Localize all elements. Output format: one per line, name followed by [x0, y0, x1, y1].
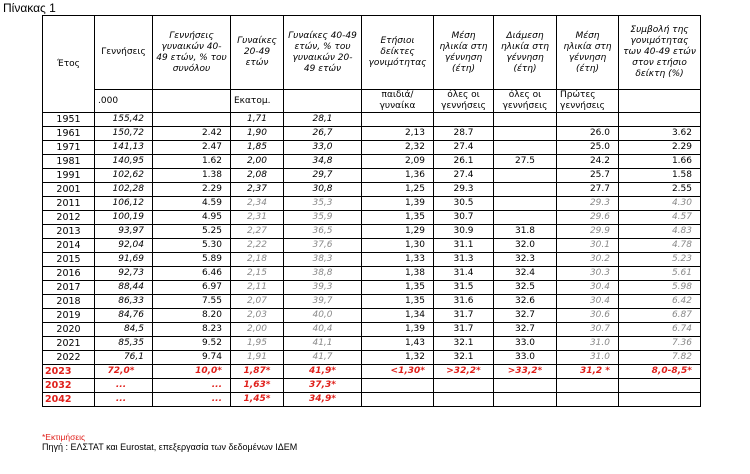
header-cell: Συμβολή της γονιμότητας των 40-49 ετών στον ετήσιο δείκτη (%) — [619, 16, 701, 90]
table-cell: 2,00 — [231, 323, 284, 337]
table-row — [43, 169, 701, 183]
table-row — [43, 253, 701, 267]
table-cell: 1,71 — [231, 113, 284, 127]
table-cell: 35,3 — [284, 197, 362, 211]
table-row — [43, 211, 701, 225]
table-cell — [494, 197, 557, 211]
table-cell — [434, 379, 494, 393]
table-cell: 2,37 — [231, 183, 284, 197]
units-row — [43, 90, 701, 113]
table-cell: 33,0 — [284, 141, 362, 155]
year-cell: 2011 — [43, 197, 95, 211]
unit-cell: Πρώτες γεννήσεις — [557, 90, 619, 113]
table-cell: >32,2* — [434, 365, 494, 379]
table-row — [43, 141, 701, 155]
table-cell: 2,15 — [231, 267, 284, 281]
table-cell: 6.74 — [619, 323, 701, 337]
table-row — [43, 239, 701, 253]
header-cell: Ετήσιοι δείκτες γονιμότητας — [362, 16, 434, 90]
year-cell: 1961 — [43, 127, 95, 141]
table-cell: 5.30 — [153, 239, 231, 253]
unit-cell: όλες οι γεννήσεις — [434, 90, 494, 113]
table-cell: <1,30* — [362, 365, 434, 379]
header-cell: Έτος — [43, 16, 95, 113]
table-cell: 7.36 — [619, 337, 701, 351]
table-cell: 33.0 — [494, 337, 557, 351]
table-cell: 6.42 — [619, 295, 701, 309]
year-cell: 2012 — [43, 211, 95, 225]
table-cell: 2,03 — [231, 309, 284, 323]
table-cell: 29.3 — [434, 183, 494, 197]
table-cell: 36,5 — [284, 225, 362, 239]
table-cell: 31,2 * — [557, 365, 619, 379]
table-row — [43, 323, 701, 337]
year-cell: 2016 — [43, 267, 95, 281]
table-cell: 6.87 — [619, 309, 701, 323]
table-cell: 2.47 — [153, 141, 231, 155]
table-cell: 84,76 — [95, 309, 153, 323]
table-cell: ... — [95, 379, 153, 393]
table-cell — [494, 393, 557, 407]
table-cell: 10,0* — [153, 365, 231, 379]
table-cell: 29,7 — [284, 169, 362, 183]
year-cell: 2022 — [43, 351, 95, 365]
table-cell: 37,6 — [284, 239, 362, 253]
table-cell: 32.0 — [494, 239, 557, 253]
table-cell: 4.95 — [153, 211, 231, 225]
unit-cell: Εκατομ. — [231, 90, 284, 113]
table-cell: 7.82 — [619, 351, 701, 365]
table-cell: 2,27 — [231, 225, 284, 239]
table-cell: 28.7 — [434, 127, 494, 141]
header-cell: Γεννήσεις — [95, 16, 153, 90]
table-cell: 30.7 — [434, 211, 494, 225]
table-cell: 31.7 — [434, 309, 494, 323]
table-cell: 33.0 — [494, 351, 557, 365]
year-cell: 2015 — [43, 253, 95, 267]
table-cell: 1,87* — [231, 365, 284, 379]
table-cell: 2,34 — [231, 197, 284, 211]
table-cell: 88,44 — [95, 281, 153, 295]
table-cell: 1,30 — [362, 239, 434, 253]
table-cell — [494, 211, 557, 225]
table-cell: 30.3 — [557, 267, 619, 281]
table-cell: 102,62 — [95, 169, 153, 183]
table-cell: 5.89 — [153, 253, 231, 267]
table-cell — [619, 379, 701, 393]
table-cell: 37,3* — [284, 379, 362, 393]
table-cell: ... — [153, 379, 231, 393]
year-cell: 1981 — [43, 155, 95, 169]
table-cell: 26.0 — [557, 127, 619, 141]
table-cell: 27.7 — [557, 183, 619, 197]
table-cell: 39,7 — [284, 295, 362, 309]
table-cell: 1,39 — [362, 197, 434, 211]
table-title: Πίνακας 1 — [3, 1, 56, 15]
table-cell: 2.55 — [619, 183, 701, 197]
table-cell: 28,1 — [284, 113, 362, 127]
table-cell: 106,12 — [95, 197, 153, 211]
table-cell: 31.1 — [434, 239, 494, 253]
year-cell: 2017 — [43, 281, 95, 295]
table-cell: 1.66 — [619, 155, 701, 169]
table-cell — [494, 379, 557, 393]
source-note: Πηγή : ΕΛΣΤΑΤ και Eurostat, επεξεργασία των δεδομένων ΙΔΕΜ — [42, 442, 298, 452]
table-cell: 1,29 — [362, 225, 434, 239]
table-cell: 31.3 — [434, 253, 494, 267]
table-cell: 29.6 — [557, 211, 619, 225]
table-cell — [494, 141, 557, 155]
year-cell: 2001 — [43, 183, 95, 197]
header-cell: Γεννήσεις γυναικών 40-49 ετών, % του συνόλου — [153, 16, 231, 90]
table-cell: 32.7 — [494, 309, 557, 323]
table-cell: 91,69 — [95, 253, 153, 267]
table-cell: 155,42 — [95, 113, 153, 127]
table-cell: 40,4 — [284, 323, 362, 337]
year-cell: 2014 — [43, 239, 95, 253]
table-cell: 25.0 — [557, 141, 619, 155]
header-cell: Γυναίκες 20-49 ετών — [231, 16, 284, 90]
year-cell: 2013 — [43, 225, 95, 239]
table-cell: 6.97 — [153, 281, 231, 295]
year-cell: 2032 — [43, 379, 95, 393]
table-cell: 41,7 — [284, 351, 362, 365]
header-cell: Γυναίκες 40-49 ετών, % του γυναικών 20-49 ετών — [284, 16, 362, 90]
year-cell: 2018 — [43, 295, 95, 309]
table-row — [43, 337, 701, 351]
table-cell: 85,35 — [95, 337, 153, 351]
table-cell: 9.52 — [153, 337, 231, 351]
estimates-note: *Εκτιμήσεις — [42, 432, 86, 442]
table-cell: 2,32 — [362, 141, 434, 155]
table-cell: ... — [95, 393, 153, 407]
header-cell: Μέση ηλικία στη γέννηση (έτη) — [557, 16, 619, 90]
table-cell: 30.9 — [434, 225, 494, 239]
table-cell: 1,35 — [362, 211, 434, 225]
table-cell: 150,72 — [95, 127, 153, 141]
table-cell: 30,8 — [284, 183, 362, 197]
table-cell: 24.2 — [557, 155, 619, 169]
table-cell: 34,9* — [284, 393, 362, 407]
unit-cell — [619, 90, 701, 113]
table-cell: 32.6 — [494, 295, 557, 309]
table-cell: 2.29 — [153, 183, 231, 197]
table-cell — [494, 183, 557, 197]
table-cell: 30.1 — [557, 239, 619, 253]
table-cell: 8.20 — [153, 309, 231, 323]
table-cell: 31.5 — [434, 281, 494, 295]
year-cell: 2042 — [43, 393, 95, 407]
table-cell: 2.29 — [619, 141, 701, 155]
table-cell: 2,13 — [362, 127, 434, 141]
table-cell: 1,33 — [362, 253, 434, 267]
table-cell: 1.62 — [153, 155, 231, 169]
table-cell: 5.98 — [619, 281, 701, 295]
table-cell: 32.7 — [494, 323, 557, 337]
table-cell: 92,73 — [95, 267, 153, 281]
table-cell: 31.7 — [434, 323, 494, 337]
table-cell: 31.0 — [557, 351, 619, 365]
table-cell: 1,43 — [362, 337, 434, 351]
header-row — [43, 16, 701, 90]
table-cell — [494, 169, 557, 183]
header-cell: Διάμεση ηλικία στη γέννηση (έτη) — [494, 16, 557, 90]
table-cell — [557, 393, 619, 407]
table-cell: 1,91 — [231, 351, 284, 365]
table-cell: 1,45* — [231, 393, 284, 407]
table-cell: 2,00 — [231, 155, 284, 169]
table-cell — [362, 393, 434, 407]
unit-cell — [284, 90, 362, 113]
table-cell: 35,9 — [284, 211, 362, 225]
table-cell: 93,97 — [95, 225, 153, 239]
table-cell: 2,08 — [231, 169, 284, 183]
table-cell: 2,22 — [231, 239, 284, 253]
table-row — [43, 225, 701, 239]
table-cell — [557, 113, 619, 127]
table-row — [43, 351, 701, 365]
table-cell: 31.4 — [434, 267, 494, 281]
table-cell: 140,95 — [95, 155, 153, 169]
table-cell: 7.55 — [153, 295, 231, 309]
table-cell: 32.3 — [494, 253, 557, 267]
unit-cell: .000 — [95, 90, 153, 113]
table-cell: 27.5 — [494, 155, 557, 169]
table-cell: 1,38 — [362, 267, 434, 281]
table-cell: 3.62 — [619, 127, 701, 141]
table-cell: 1,32 — [362, 351, 434, 365]
estimate-row — [43, 393, 701, 407]
table-cell: 4.30 — [619, 197, 701, 211]
table-cell: 26,7 — [284, 127, 362, 141]
table-cell: 1.58 — [619, 169, 701, 183]
table-cell: 40,0 — [284, 309, 362, 323]
table-cell: 30.4 — [557, 281, 619, 295]
table-cell: 86,33 — [95, 295, 153, 309]
year-cell: 1991 — [43, 169, 95, 183]
table-cell: 1,25 — [362, 183, 434, 197]
table-cell — [362, 379, 434, 393]
table-cell: 30.7 — [557, 323, 619, 337]
table-cell: 41,9* — [284, 365, 362, 379]
year-cell: 2023 — [43, 365, 95, 379]
table-cell: 5.61 — [619, 267, 701, 281]
table-cell: 29.3 — [557, 197, 619, 211]
table-cell: 1,39 — [362, 323, 434, 337]
table-cell: 141,13 — [95, 141, 153, 155]
year-cell: 1951 — [43, 113, 95, 127]
estimate-row — [43, 379, 701, 393]
table-row — [43, 197, 701, 211]
table-cell: 2,11 — [231, 281, 284, 295]
table-cell: 1.38 — [153, 169, 231, 183]
table-cell: 102,28 — [95, 183, 153, 197]
table-cell: 2,09 — [362, 155, 434, 169]
table-cell: 8.23 — [153, 323, 231, 337]
table-row — [43, 309, 701, 323]
table-cell: 1,35 — [362, 295, 434, 309]
table-cell: 27.4 — [434, 169, 494, 183]
table-cell: 30.6 — [557, 309, 619, 323]
table-cell: 4.83 — [619, 225, 701, 239]
table-cell — [494, 113, 557, 127]
table-cell: 31.0 — [557, 337, 619, 351]
table-cell: 29.9 — [557, 225, 619, 239]
table-cell: 92,04 — [95, 239, 153, 253]
table-row — [43, 155, 701, 169]
table-cell: 1,36 — [362, 169, 434, 183]
table-cell: 8,0-8,5* — [619, 365, 701, 379]
unit-cell: όλες οι γεννήσεις — [494, 90, 557, 113]
table-cell: >33,2* — [494, 365, 557, 379]
data-table — [42, 15, 701, 407]
year-cell: 2021 — [43, 337, 95, 351]
table-cell: 6.46 — [153, 267, 231, 281]
table-cell: 4.57 — [619, 211, 701, 225]
table-cell: 38,8 — [284, 267, 362, 281]
table-cell — [494, 127, 557, 141]
table-cell: 5.23 — [619, 253, 701, 267]
table-row — [43, 127, 701, 141]
table-cell: 30.2 — [557, 253, 619, 267]
table-cell: 1,85 — [231, 141, 284, 155]
table-cell: 9.74 — [153, 351, 231, 365]
table-cell: 2,18 — [231, 253, 284, 267]
table-cell: 2,07 — [231, 295, 284, 309]
unit-cell — [153, 90, 231, 113]
table-cell: 1,34 — [362, 309, 434, 323]
table-cell: 1,95 — [231, 337, 284, 351]
header-cell: Μέση ηλικία στη γέννηση (έτη) — [434, 16, 494, 90]
table-cell: 76,1 — [95, 351, 153, 365]
table-cell: 2,31 — [231, 211, 284, 225]
table-cell — [619, 393, 701, 407]
table-cell: 27.4 — [434, 141, 494, 155]
table-cell: 32.1 — [434, 337, 494, 351]
table-cell: 31.8 — [494, 225, 557, 239]
table-row — [43, 267, 701, 281]
table-row — [43, 295, 701, 309]
table-cell: 4.59 — [153, 197, 231, 211]
table-row — [43, 113, 701, 127]
table-cell: 26.1 — [434, 155, 494, 169]
table-cell: 72,0* — [95, 365, 153, 379]
table-cell — [434, 113, 494, 127]
table-row — [43, 183, 701, 197]
table-cell: 38,3 — [284, 253, 362, 267]
table-cell: 25.7 — [557, 169, 619, 183]
table-cell: 1,63* — [231, 379, 284, 393]
table-cell: ... — [153, 393, 231, 407]
table-cell: 84,5 — [95, 323, 153, 337]
table-cell — [557, 379, 619, 393]
table-cell: 1,35 — [362, 281, 434, 295]
table-cell — [153, 113, 231, 127]
estimate-row — [43, 365, 701, 379]
table-cell: 4.78 — [619, 239, 701, 253]
table-cell: 32.5 — [494, 281, 557, 295]
table-cell: 39,3 — [284, 281, 362, 295]
year-cell: 2019 — [43, 309, 95, 323]
table-cell: 31.6 — [434, 295, 494, 309]
table-cell: 5.25 — [153, 225, 231, 239]
table-cell: 1,90 — [231, 127, 284, 141]
table-row — [43, 281, 701, 295]
table-cell: 100,19 — [95, 211, 153, 225]
table-cell: 34,8 — [284, 155, 362, 169]
table-cell — [434, 393, 494, 407]
table-cell: 32.1 — [434, 351, 494, 365]
table-cell — [619, 113, 701, 127]
year-cell: 2020 — [43, 323, 95, 337]
table-cell: 2.42 — [153, 127, 231, 141]
unit-cell: παιδιά/ γυναίκα — [362, 90, 434, 113]
table-cell: 30.5 — [434, 197, 494, 211]
table-cell: 41,1 — [284, 337, 362, 351]
year-cell: 1971 — [43, 141, 95, 155]
table-cell: 32.4 — [494, 267, 557, 281]
table-cell: 30.4 — [557, 295, 619, 309]
table-cell — [362, 113, 434, 127]
